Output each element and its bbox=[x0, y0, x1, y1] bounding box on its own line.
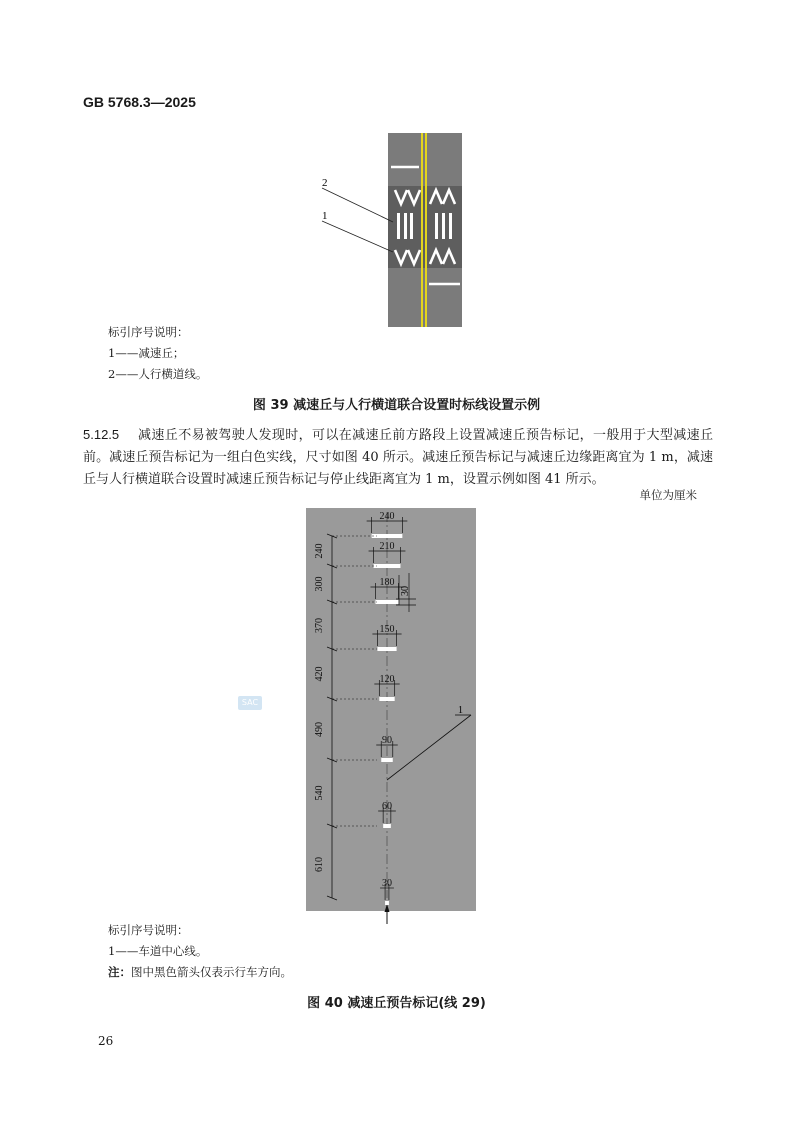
callout-2: 2 bbox=[322, 177, 328, 189]
spacing-label: 610 bbox=[314, 857, 325, 872]
spacing-label: 370 bbox=[314, 618, 325, 633]
marking-bar bbox=[381, 758, 393, 762]
legend-item: 2——人行横道线。 bbox=[108, 367, 208, 381]
section-number: 5.12.5 bbox=[83, 427, 120, 442]
sac-watermark: SAC bbox=[238, 696, 262, 710]
spacing-label: 540 bbox=[314, 785, 325, 801]
legend-title: 标引序号说明： bbox=[108, 923, 189, 937]
width-label: 120 bbox=[379, 674, 395, 685]
road-surface bbox=[306, 508, 476, 911]
marking-bar bbox=[377, 647, 396, 651]
legend-title: 标引序号说明： bbox=[108, 325, 189, 339]
note-text: 图中黑色箭头仅表示行车方向。 bbox=[131, 965, 292, 979]
document-id: GB 5768.3—2025 bbox=[83, 94, 196, 110]
width-label: 180 bbox=[379, 577, 395, 588]
callout-1: 1 bbox=[322, 210, 328, 222]
width-label: 90 bbox=[382, 735, 392, 746]
width-label: 30 bbox=[382, 878, 392, 889]
marking-bar bbox=[383, 824, 391, 828]
marking-bar bbox=[379, 697, 394, 701]
spacing-label: 420 bbox=[314, 666, 325, 682]
spacing-label: 490 bbox=[314, 722, 325, 737]
spacing-label: 300 bbox=[314, 576, 325, 592]
width-label: 210 bbox=[379, 541, 395, 552]
marking-bar bbox=[385, 901, 389, 905]
width-label: 60 bbox=[382, 801, 392, 812]
width-label: 150 bbox=[379, 624, 395, 635]
callout-1: 1 bbox=[458, 705, 463, 716]
marking-bar bbox=[375, 600, 398, 604]
section-text: 减速丘不易被驾驶人发现时，可以在减速丘前方路段上设置减速丘预告标记，一般用于大型减速丘前。减速丘预告标记为一组白色实线，尺寸如图 40 所示。减速丘预告标记与减速丘边缘距离宜为 1 m，减速丘与人行横道联合设置时减速丘预告标记与停止线距离宜为 1 m，设置示例如图 41 所示。 bbox=[83, 428, 713, 487]
figure-40-legend bbox=[108, 920, 292, 983]
thickness-label: 30 bbox=[400, 586, 411, 596]
spacing-label: 240 bbox=[314, 543, 325, 559]
figure-40-caption: 图 40 减速丘预告标记(线 29) bbox=[307, 996, 486, 1011]
width-label: 240 bbox=[379, 511, 395, 522]
figure-39-caption: 图 39 减速丘与人行横道联合设置时标线设置示例 bbox=[252, 398, 541, 413]
page-number: 26 bbox=[98, 1034, 114, 1048]
unit-note: 单位为厘米 bbox=[639, 488, 697, 502]
note-label: 注： bbox=[108, 965, 131, 979]
note bbox=[108, 962, 292, 983]
legend-item: 1——车道中心线。 bbox=[108, 944, 208, 958]
legend-item: 1——减速丘； bbox=[108, 346, 185, 360]
marking-bar bbox=[374, 564, 401, 568]
